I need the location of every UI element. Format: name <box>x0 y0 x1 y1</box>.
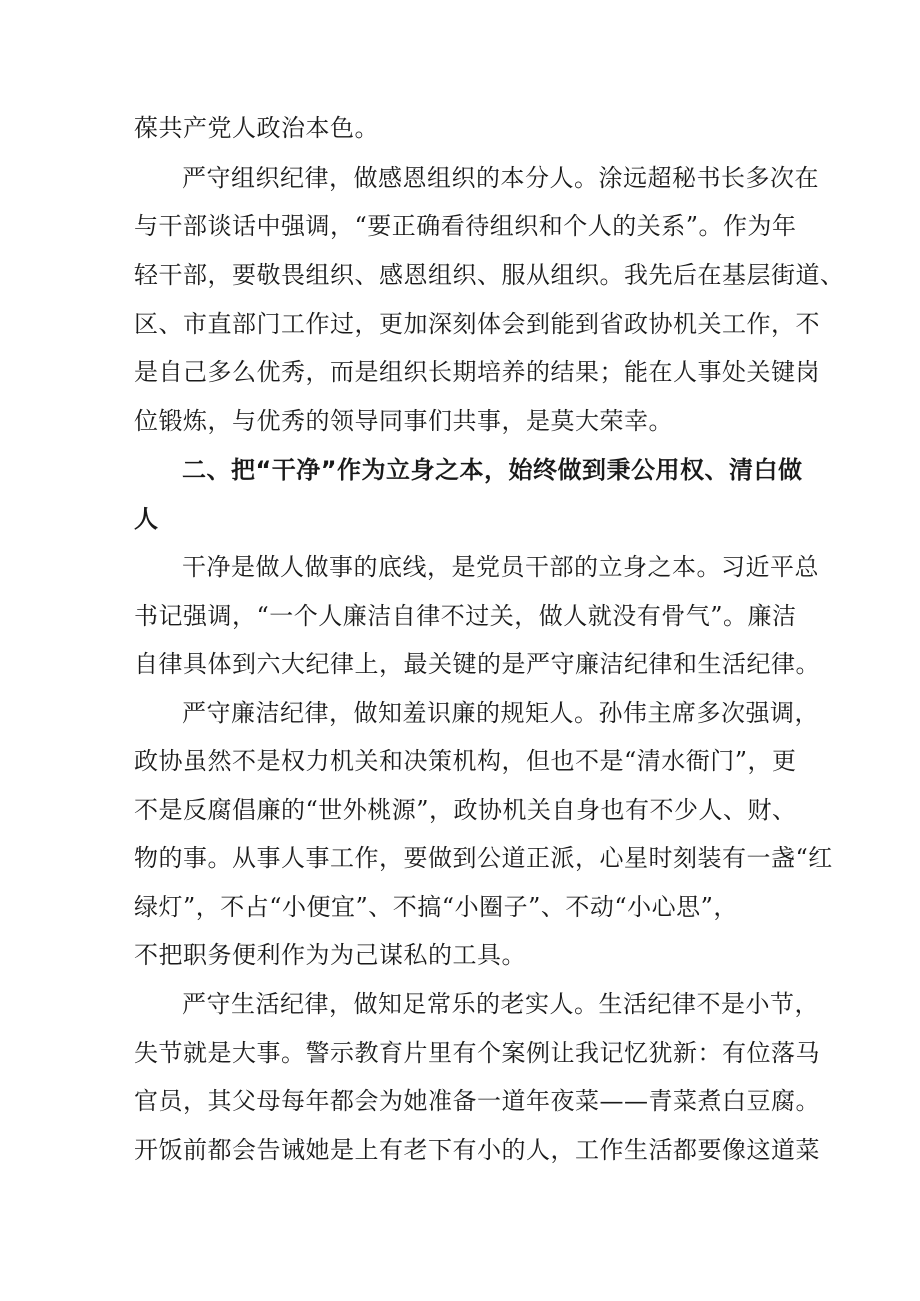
paragraph-line: 严守生活纪律，做知足常乐的老实人。生活纪律不是小节， <box>182 990 819 1018</box>
paragraph-line: 不把职务便利作为为己谋私的工具。 <box>134 941 526 969</box>
paragraph-line: 干净是做人做事的底线，是党员干部的立身之本。习近平总 <box>182 553 819 581</box>
paragraph-line: 严守廉洁纪律，做知羞识廉的规矩人。孙伟主席多次强调， <box>182 699 819 727</box>
section-heading: 二、把“干净”作为立身之本，始终做到秉公用权、清白做 <box>182 456 803 484</box>
paragraph-line: 葆共产党人政治本色。 <box>134 114 379 142</box>
paragraph-line: 不是反腐倡廉的“世外桃源”，政协机关自身也有不少人、财、 <box>134 796 797 824</box>
paragraph-line: 失节就是大事。警示教育片里有个案例让我记忆犹新：有位落马 <box>134 1039 820 1067</box>
section-heading-continued: 人 <box>134 505 159 533</box>
paragraph-line: 自律具体到六大纪律上，最关键的是严守廉洁纪律和生活纪律。 <box>134 650 820 678</box>
paragraph-line: 绿灯”，不占“小便宜”、不搞“小圈子”、不动“小心思”， <box>134 893 738 921</box>
paragraph-line: 严守组织纪律，做感恩组织的本分人。涂远超秘书长多次在 <box>182 164 819 192</box>
paragraph-line: 是自己多么优秀，而是组织长期培养的结果；能在人事处关键岗 <box>134 358 820 386</box>
paragraph-line: 与干部谈话中强调，“要正确看待组织和个人的关系”。作为年 <box>134 212 797 240</box>
paragraph-line: 书记强调，“一个人廉洁自律不过关，做人就没有骨气”。廉洁 <box>134 602 797 630</box>
paragraph-line: 开饭前都会告诫她是上有老下有小的人，工作生活都要像这道菜 <box>134 1136 820 1164</box>
paragraph-line: 轻干部，要敬畏组织、感恩组织、服从组织。我先后在基层街道、 <box>134 261 845 289</box>
paragraph-line: 区、市直部门工作过，更加深刻体会到能到省政协机关工作，不 <box>134 310 820 338</box>
paragraph-line: 政协虽然不是权力机关和决策机构，但也不是“清水衙门”，更 <box>134 747 797 775</box>
paragraph-line: 官员，其父母每年都会为她准备一道年夜菜——青菜煮白豆腐。 <box>134 1087 820 1115</box>
paragraph-line: 位锻炼，与优秀的领导同事们共事，是莫大荣幸。 <box>134 407 673 435</box>
paragraph-line: 物的事。从事人事工作，要做到公道正派，心星时刻装有一盏“红 <box>134 844 833 872</box>
